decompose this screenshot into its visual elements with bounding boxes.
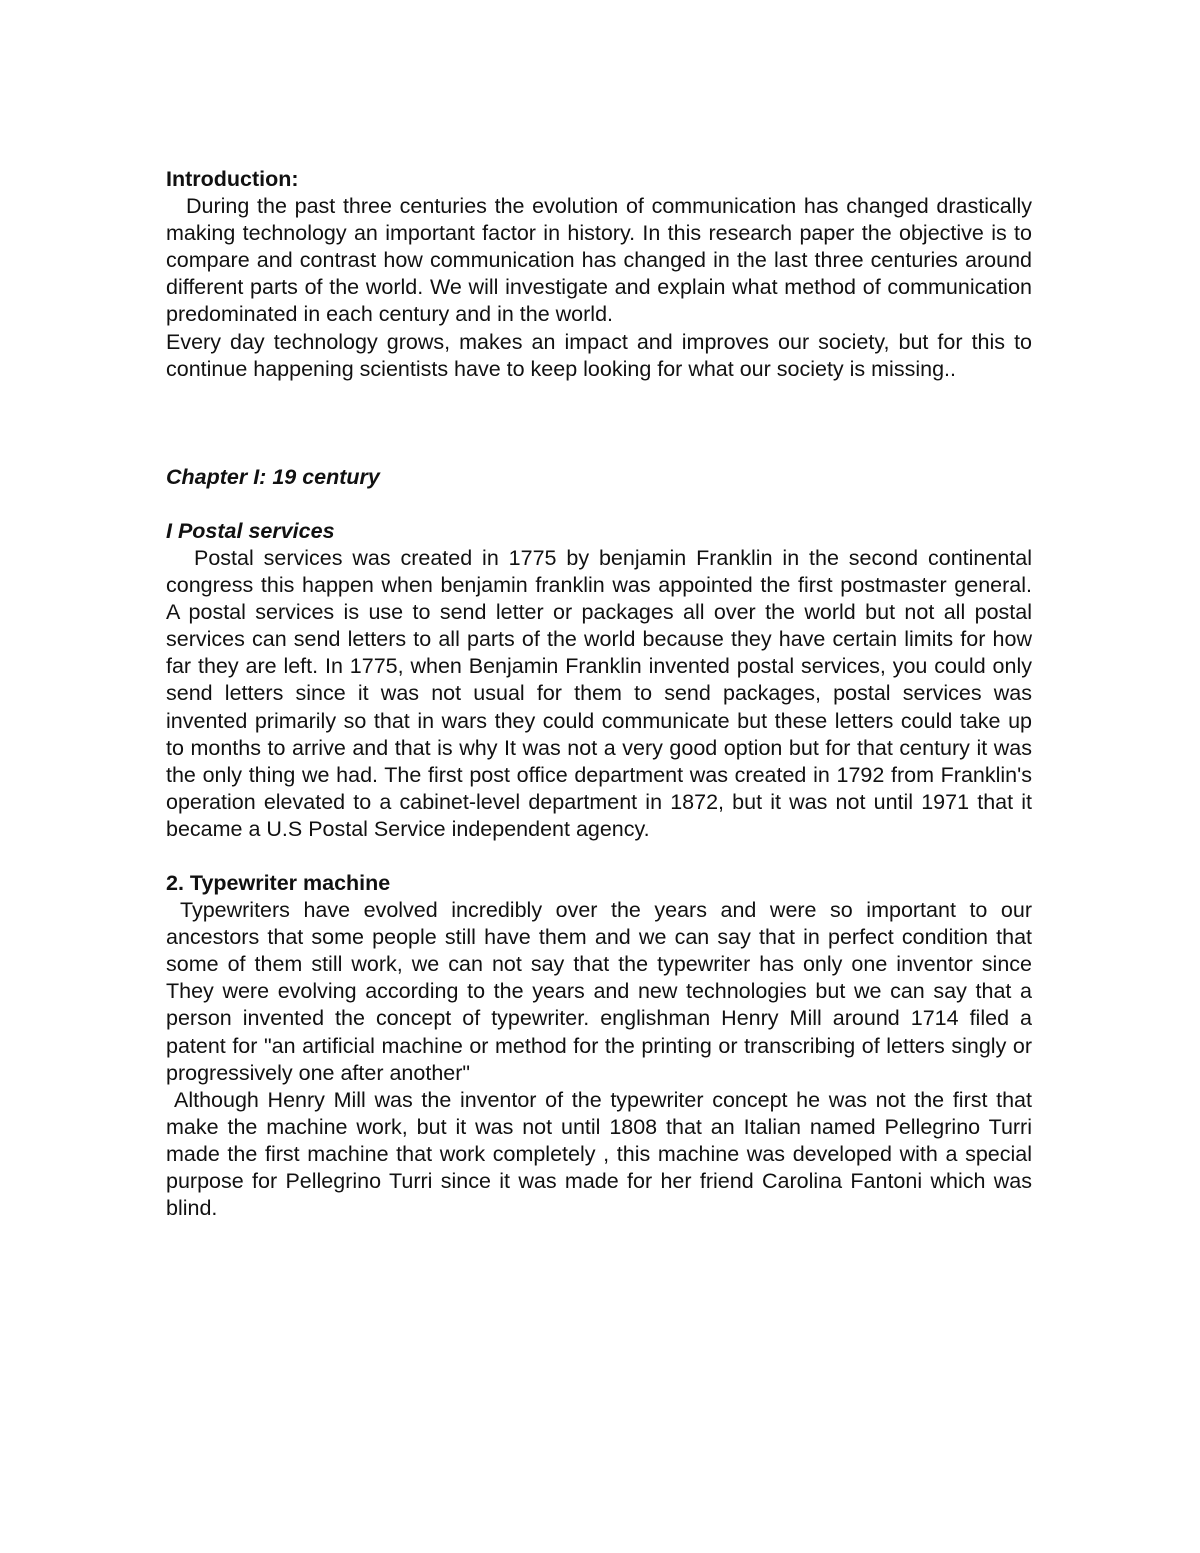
postal-services-paragraph: Postal services was created in 1775 by benjamin Franklin in the second continental congress this happen when benjamin franklin was appointed the first postmaster general. A postal services is use to send letter or packages all over the world but not all postal services can send letters to all parts of the world because they have certain limits for how far they are left. In 1775, when Benjamin Franklin invented postal services, you could only send letters since it was not usual for them to send packages, postal services was invented primarily so that in wars they could communicate but these letters could take up to months to arrive and that is why It was not a very good option but for that century it was the only thing we had. The first post office department was created in 1792 from Franklin's operation elevated to a cabinet-level department in 1872, but it was not until 1971 that it became a U.S Postal Service independent agency. [166, 545, 1032, 841]
section-spacer [166, 383, 1032, 464]
section-spacer [166, 491, 1032, 518]
chapter-heading: Chapter I: 19 century [166, 464, 380, 489]
introduction-paragraph-2: Every day technology grows, makes an impact and improves our society, but for this to continue happening scientists have to keep looking for what our society is missing.. [166, 329, 1032, 381]
introduction-paragraph-1: During the past three centuries the evolution of communication has changed drastically making technology an important factor in history. In this research paper the objective is to compare and contrast how communication has changed in the last three centuries around different parts of the world. We will investigate and explain what method of communication predominated in each century and in the world. [166, 194, 1032, 327]
typewriter-heading: 2. Typewriter machine [166, 870, 391, 895]
typewriter-paragraph-1: Typewriters have evolved incredibly over the years and were so important to our ancestors that some people still have them and we can say that in perfect condition that some of them still work, we can not say that the typewriter has only one inventor since They were evolving according to the years and new technologies but we can say that a person invented the concept of typewriter. englishman Henry Mill around 1714 filed a patent for "an artificial machine or method for the printing or transcribing of letters singly or progressively one after another" [166, 898, 1032, 1085]
postal-services-heading: I Postal services [166, 518, 335, 543]
introduction-heading: Introduction: [166, 167, 299, 191]
document-page [166, 166, 1032, 1222]
typewriter-paragraph-2: Although Henry Mill was the inventor of the typewriter concept he was not the first that make the machine work, but it was not until 1808 that an Italian named Pellegrino Turri made the first machine that work completely , this machine was developed with a special purpose for Pellegrino Turri since it was made for her friend Carolina Fantoni which was blind. [166, 1087, 1032, 1221]
section-spacer [166, 843, 1032, 870]
